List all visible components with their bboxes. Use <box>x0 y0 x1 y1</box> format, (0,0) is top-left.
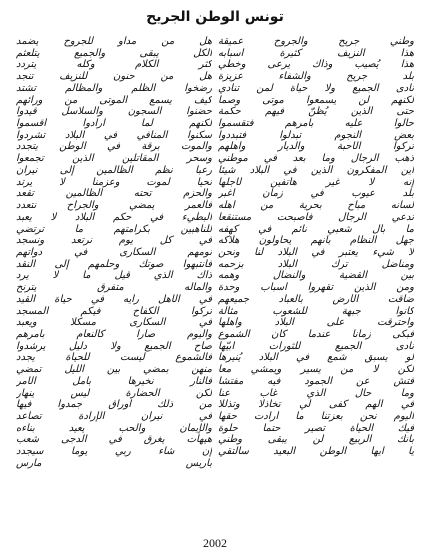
poem-line: في كل يوم نرتعد ونسجد <box>16 235 212 247</box>
poem-line: كانوا جبهة للشعوب مثالة <box>218 305 414 317</box>
poem-line: ذاك الذي قيل ما لا يرد <box>16 270 212 282</box>
poem-line: تركوا الأحبة والديار وأهلهم <box>218 141 414 153</box>
poem-line: جهل النظام بأنهم يحاولون هلاكه <box>218 235 414 247</box>
poem-line: تركوا الكفاح فيكم المسجد <box>16 305 212 317</box>
poem-line: فيك الحياة تصير حتما حلوة <box>218 422 414 434</box>
poem-line: من ذلك أوراق جمدوا فيها <box>16 399 212 411</box>
poem-line: في الأهل رأيه في حياة القيد <box>16 293 212 305</box>
poem-year: 2002 <box>203 536 227 550</box>
poem-line: والموت برقة في الوطن يتجدد <box>16 141 212 153</box>
poem-line: وسحر المقاتلين الذين تجمعوا <box>16 153 212 165</box>
poem-line: فالعمر يمضي والجراح نتعدد <box>16 200 212 212</box>
poem-line: لكن الحضارة ليس ينهار <box>16 387 212 399</box>
poem-line: ضاقت الأرض بالعباد جميعهم <box>218 293 414 305</box>
poem-line: لكنهم لما أرادوا أقسموا <box>16 118 212 130</box>
poem-line: يا أيها الوطن البعيد سألتقي <box>218 446 414 458</box>
poem-line: والحزم تحته الظالمين تقعد <box>16 188 212 200</box>
poem-line: نحيا لموت وعزمنا لا يرتد <box>16 176 212 188</box>
poem-line: الكل يبقى والجميع يتلعثم <box>16 47 212 59</box>
poem-line: واليوم صارا كالنعام بأمرهم <box>16 328 212 340</box>
poem-line: في نيران الإرادة تصاعد <box>16 411 212 422</box>
poem-line: نادى الجميع للثورات أبيّها <box>218 340 414 352</box>
poem-line: فالشموع ليست للحياة يجدد <box>16 352 212 364</box>
poem-line: بعض النجوم تبدلوا فتبددوا <box>218 129 414 141</box>
poem-line: نادى الجميع ولا حياة لمن تنادي <box>218 82 414 94</box>
poem-line: واحترقت على البلاد وأهلها <box>218 317 414 329</box>
poem-line: ومن الذين تقهروا أسباب وحدة <box>218 282 414 294</box>
poem-line: وما حال الذي غاب عنا <box>218 387 414 399</box>
poem-line: هل من حنون للنزيف تنجد <box>16 71 212 83</box>
poem-line: رعبا نظم الظالمين إلى نيران <box>16 164 212 176</box>
poem-line: بلد عيوب في زمان أغبر <box>218 188 414 200</box>
poem-line: حضنوا السجون والسلاسل قيدوا <box>16 106 212 118</box>
poem-column-right <box>218 36 414 458</box>
poem-line: فتش عن الجمود فيه مفتشا <box>218 375 414 387</box>
poem-line: بين القضية والنضال وهمه <box>218 270 414 282</box>
poem-line: ذهب الرجال وما بعد في موطني <box>218 153 414 165</box>
poem-line: ما بال شعبي نائم في كهفه <box>218 223 414 235</box>
poem-line: هل من مداو للجروح يضمد <box>16 36 212 47</box>
poem-line: نومهم السكارى في دواتهم <box>16 246 212 258</box>
poem-line: البطيء في حكم البلاد لا يعبد <box>16 211 212 223</box>
poem-line: كثر الكلام وكله يتردد <box>16 59 212 71</box>
poem-line: أين المفكرون الذين في البلاد شيئا <box>218 164 414 176</box>
poem-line: إن شاء ربي يوما سيجدد <box>16 446 212 458</box>
poem-line: في الهم كفى لي تخاذلا وتذللا <box>218 399 414 411</box>
poem-line: للناهبين بكرامتهم ما ترتضي <box>16 223 212 235</box>
poem-line: تدعي الرجال فأصبحت مستنقعا <box>218 211 414 223</box>
poem-line: والإيمان والحب يعيد بناءه <box>16 422 212 434</box>
poem-line: هذا يُصيب وذاك يرعى وخطي <box>218 59 414 71</box>
poem-line: اليوم نحن بعزتنا ما أرادت حقها <box>218 411 414 422</box>
poem-line: لسانه مباح بحرية من أهله <box>218 200 414 212</box>
poem-line: فالنار نخيرها بأمل الأمر <box>16 375 212 387</box>
poem-line: بلد جريح والشفاء عزيزة <box>218 71 414 83</box>
poem-line: رضخوا الظلم والمظالم تشتد <box>16 82 212 94</box>
poem-line: حتى الذين يُظنّ فيهم حكمة <box>218 106 414 118</box>
poem-line: لو يسبق شمع في البلاد يُنيرها <box>218 352 414 364</box>
poem-column-left <box>16 36 212 470</box>
poem-line: كيف يسمع الموتى من ورائهم <box>16 94 212 106</box>
poem-line: والمآله متفرق يترنح <box>16 282 212 294</box>
poem-line: هيهات يغرق في الدجى شعب <box>16 434 212 446</box>
poem-line: لكن لا من يسير ويمشي معا <box>218 364 414 376</box>
poem-line: ومناضل ترك البلاد بزحمه <box>218 258 414 270</box>
poem-line: صاح الجميع ولا دليل يرشدوا <box>16 340 212 352</box>
poem-line: بأنك الربيع لن يبقى وطني <box>218 434 414 446</box>
poem-line: لكنهم لن يسمعوا موتى وصما <box>218 94 414 106</box>
poem-line: هذا النزيف كثيرة أسبابه <box>218 47 414 59</box>
poem-line: في السكارى مسكلا ويعبد <box>16 317 212 329</box>
poem-line: سكنوا المنافي في البلاد تشردوا <box>16 129 212 141</box>
poem-line: حالوا عليه بأمرهم فتقسموا <box>218 118 414 130</box>
poem-line: فانتبهوا صوتك وحلمهم إلى النقد <box>16 258 212 270</box>
poem-line: وطني جريح والجروح عميقة <box>218 36 414 47</box>
poem-line: لا شيء يعتبر في البلاد لنا ونحن <box>218 246 414 258</box>
poem-line: إنه لا غير هاتفين لأجلها <box>218 176 414 188</box>
poem-line: فبكى زمانا عندما كان الشموع <box>218 328 414 340</box>
poem-title: تونس الوطن الجريح <box>146 9 284 25</box>
poem-line: باريس مارس <box>16 457 212 469</box>
poem-line: منهن بمضي بين الليل تمضي <box>16 364 212 376</box>
